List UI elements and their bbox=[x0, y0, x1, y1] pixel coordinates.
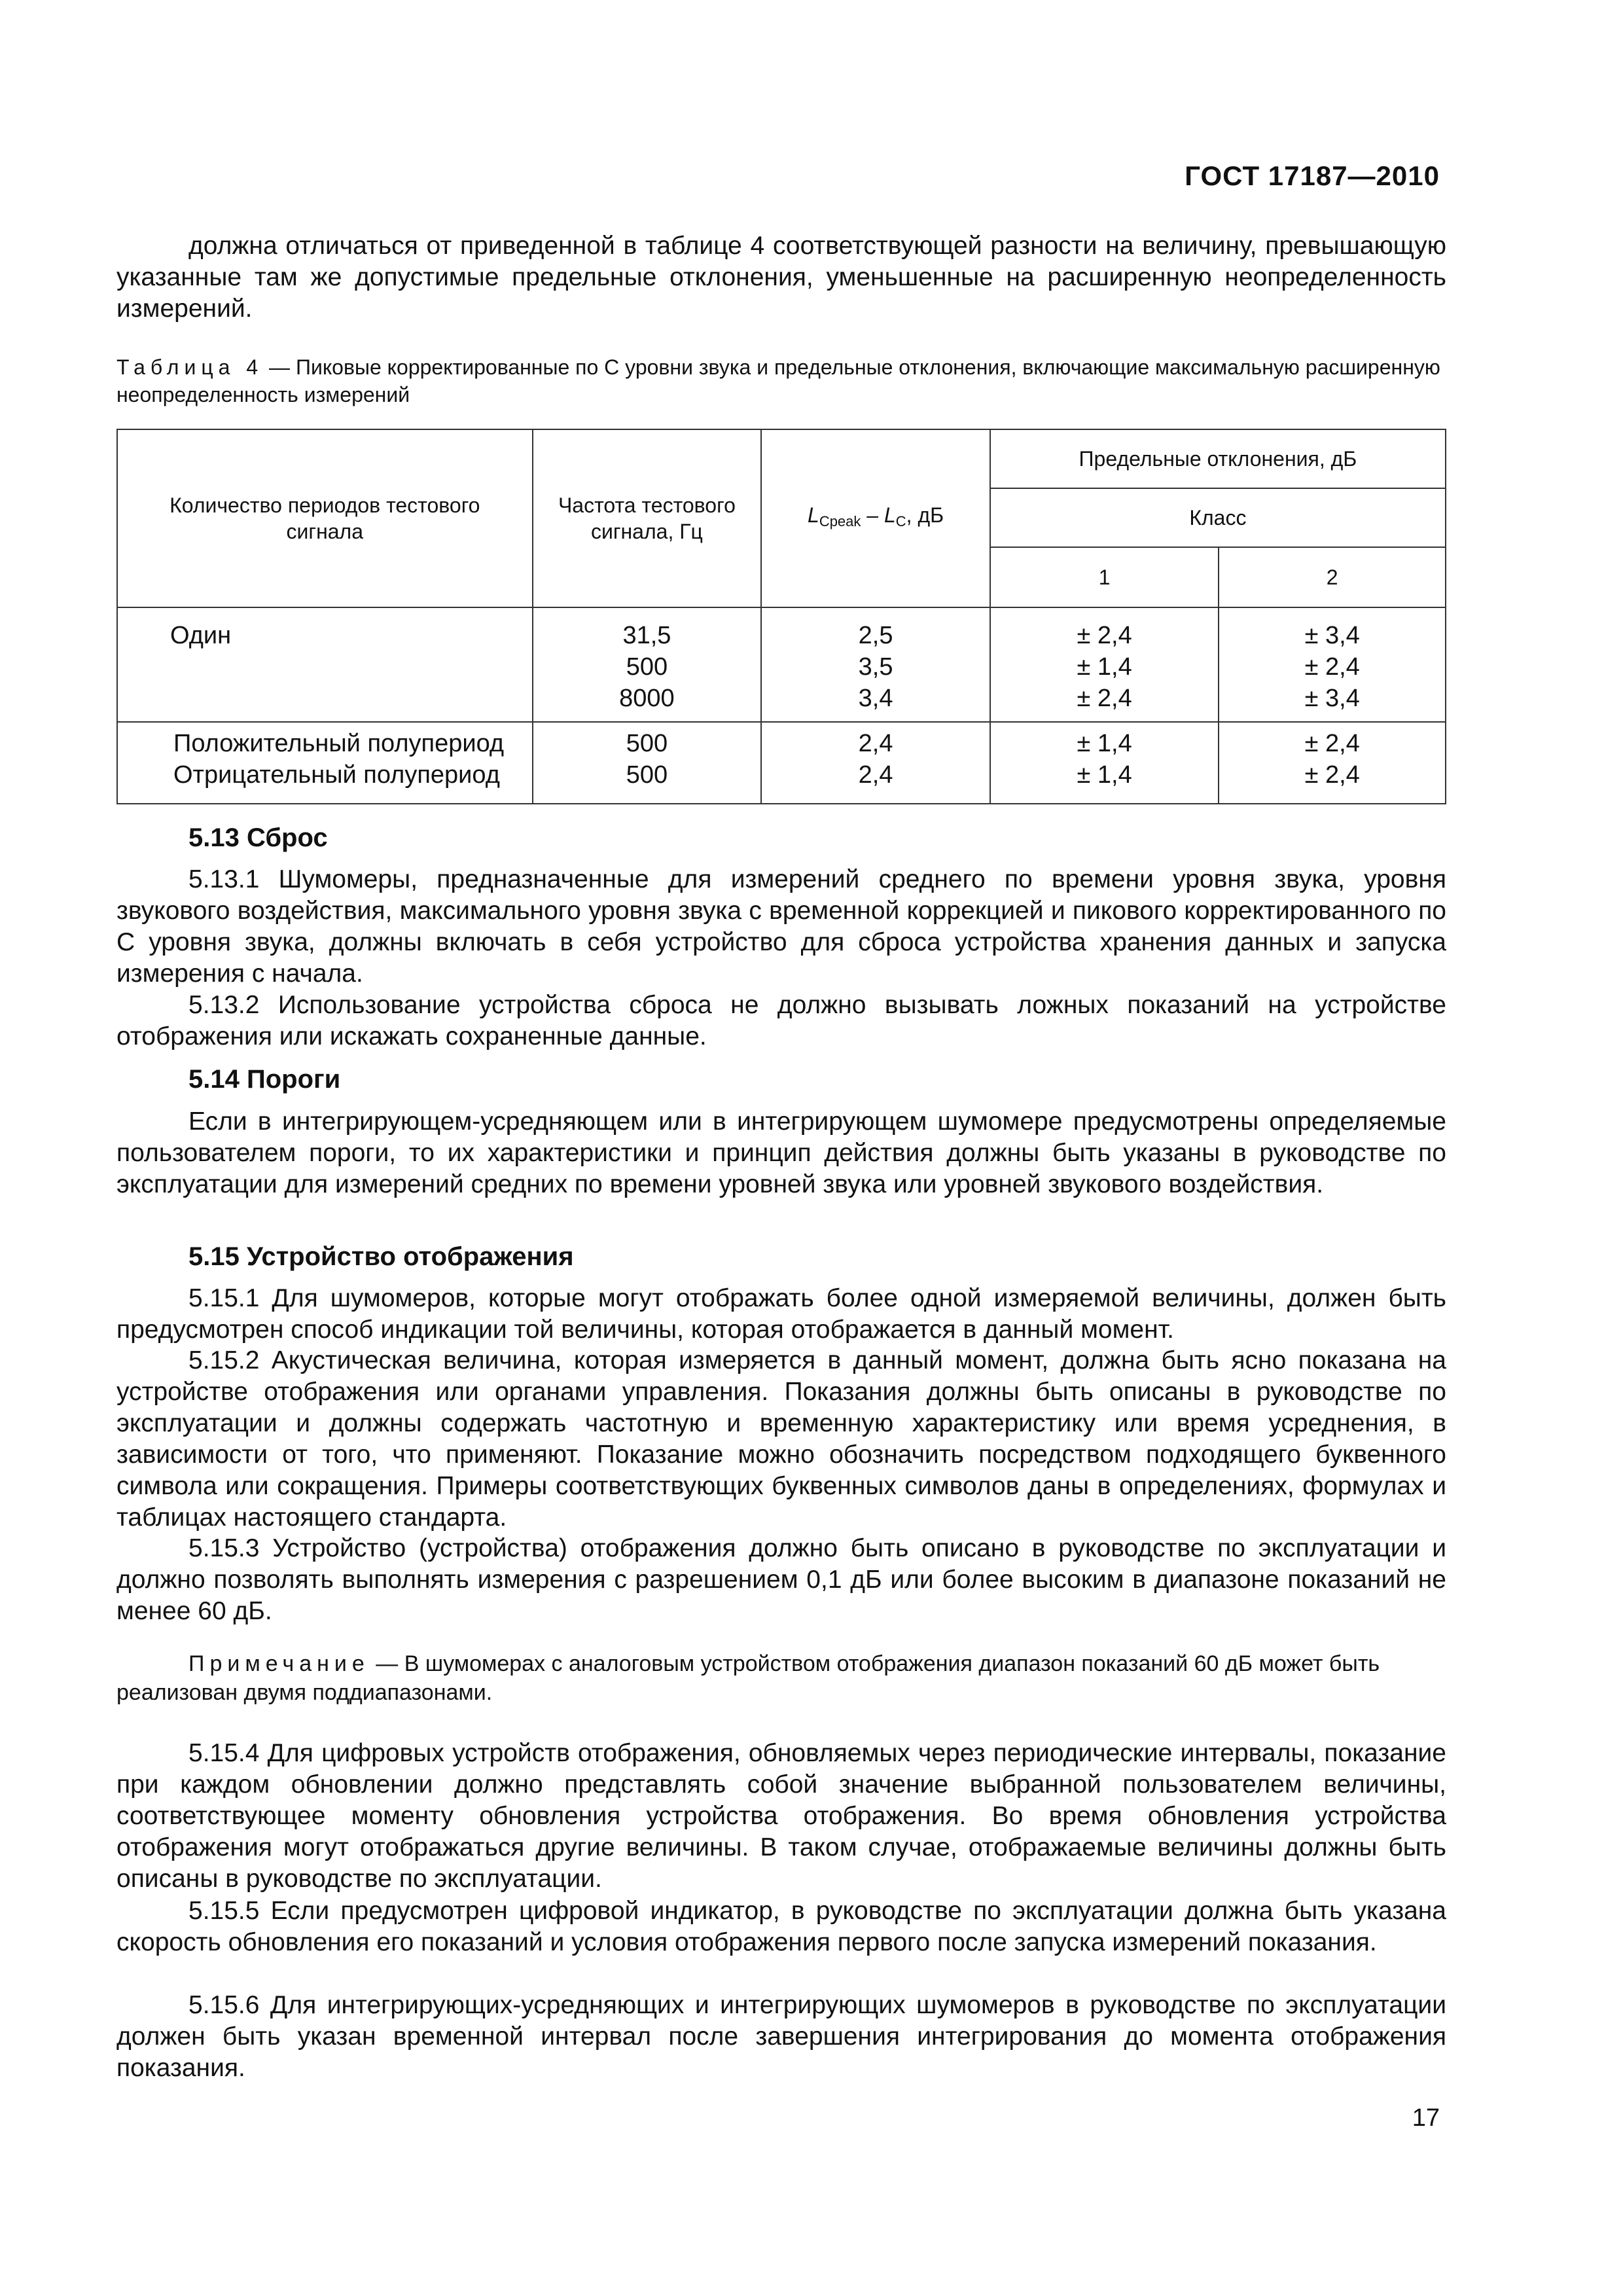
cell-value: ± 2,4 bbox=[1077, 622, 1132, 649]
cell-value: ± 3,4 bbox=[1304, 622, 1360, 649]
col-header-class-2: 2 bbox=[1219, 547, 1446, 607]
cell-value: ± 3,4 bbox=[1304, 685, 1360, 712]
lpeak-symbol: L bbox=[808, 503, 819, 527]
paragraph-5-15-6: 5.15.6 Для интегрирующих-усредняющих и интегрирующих шумомеров в руководстве по эксплуатации должен быть указан временной интервал после завершения интегрирования до момента отображения показания. bbox=[116, 1991, 1446, 2082]
table-row bbox=[117, 722, 1446, 804]
cell-value: 2,4 bbox=[858, 730, 893, 757]
cell-value: 500 bbox=[626, 761, 668, 789]
cell-value: 2,5 bbox=[858, 622, 893, 649]
col-header-frequency: Частота тестового сигнала, Гц bbox=[533, 429, 762, 607]
note-text: — В шумомерах с аналоговым устройством отображения диапазон показаний 60 дБ может быть реализован двумя поддиапазонами. bbox=[116, 1651, 1380, 1705]
paragraph-5-14: Если в интегрирующем-усредняющем или в интегрирующем шумомере предусмотрены определяемые пользователем пороги, то их характеристики и принцип действия должны быть указаны в руководстве по эксплуатации для измерений средних по времени уровней звука или уровней звукового воздействия. bbox=[116, 1107, 1446, 1198]
paragraph-5-15-2: 5.15.2 Акустическая величина, которая измеряется в данный момент, должна быть ясно показана на устройстве отображения или органами управления. Показания должны быть описаны в руководстве по эксплуатации и должны содержать частотную и временную характеристику или время усреднения, в зависимости от того, что применяют. Показание можно обозначить посредством подходящего буквенного символа или сокращения. Примеры соответствующих буквенных символов даны в определениях, формулах и таблицах настоящего стандарта. bbox=[116, 1346, 1446, 1532]
paragraph-5-13-2: 5.13.2 Использование устройства сброса не должно вызывать ложных показаний на устройстве отображения или искажать сохраненные данные. bbox=[116, 991, 1446, 1050]
table-caption-text: — Пиковые корректированные по C уровни звука и предельные отклонения, включающие максимальную расширенную неопределенность измерений bbox=[116, 355, 1440, 406]
col-header-periods: Количество периодов тестового сигнала bbox=[117, 429, 533, 607]
paragraph-5-15-4: 5.15.4 Для цифровых устройств отображения, обновляемых через периодические интервалы, показание при каждом обновлении должно представлять собой значение выбранной пользователем величины, соответствующее моменту обновления устройства отображения. Во время обновления устройства отображения могут отображаться другие величины. В таком случае, отображаемые величины должны быть описаны в руководстве по эксплуатации. bbox=[116, 1739, 1446, 1893]
col-header-deviation: Предельные отклонения, дБ bbox=[990, 429, 1446, 488]
cell-value: ± 2,4 bbox=[1304, 653, 1360, 681]
section-heading-5-14: 5.14 Пороги bbox=[188, 1065, 341, 1094]
cell-value: ± 2,4 bbox=[1304, 761, 1360, 789]
note bbox=[116, 1649, 1446, 1707]
table-row bbox=[117, 607, 1446, 722]
cell-value: Положительный полупериод bbox=[173, 730, 505, 757]
paragraph-5-15-5: 5.15.5 Если предусмотрен цифровой индикатор, в руководстве по эксплуатации должна быть указана скорость обновления его показаний и условия отображения первого после запуска измерений показания. bbox=[116, 1897, 1446, 1956]
section-heading-5-13: 5.13 Сброс bbox=[188, 823, 328, 852]
cell-value: 3,4 bbox=[858, 685, 893, 712]
intro-paragraph: должна отличаться от приведенной в таблице 4 соответствующей разности на величину, превышающую указанные там же допустимые предельные отклонения, уменьшенные на расширенную неопределенность измерений. bbox=[116, 232, 1446, 323]
cell-class-1 bbox=[990, 722, 1219, 804]
document-header: ГОСТ 17187—2010 bbox=[1185, 160, 1440, 191]
cell-frequency bbox=[533, 722, 762, 804]
paragraph-5-13-1: 5.13.1 Шумомеры, предназначенные для измерений среднего по времени уровня звука, уровня звукового воздействия, максимального уровня звука с временной коррекцией и пикового корректированного по C уровня звука, должны включать в себя устройство для сброса устройства хранения данных и запуска измерения с начала. bbox=[116, 865, 1446, 988]
cell-value: Отрицательный полупериод bbox=[173, 761, 500, 789]
cell-periods bbox=[117, 722, 533, 804]
section-heading-5-15: 5.15 Устройство отображения bbox=[188, 1242, 574, 1271]
paragraph-5-15-1: 5.15.1 Для шумомеров, которые могут отображать более одной измеряемой величины, должен быть предусмотрен способ индикации той величины, которая отображается в данный момент. bbox=[116, 1284, 1446, 1344]
cell-difference bbox=[761, 607, 990, 722]
cell-class-1 bbox=[990, 607, 1219, 722]
table-4 bbox=[116, 429, 1446, 804]
col-header-class-1: 1 bbox=[990, 547, 1219, 607]
cell-value: 31,5 bbox=[622, 622, 671, 649]
cell-periods: Один bbox=[117, 607, 533, 722]
lc-subscript: C bbox=[895, 513, 906, 529]
lpeak-minus: – L bbox=[861, 503, 896, 527]
cell-value: ± 1,4 bbox=[1077, 730, 1132, 757]
page-number: 17 bbox=[1412, 2104, 1440, 2132]
cell-value: ± 2,4 bbox=[1077, 685, 1132, 712]
col-header-lpeak bbox=[761, 429, 990, 607]
cell-value: ± 1,4 bbox=[1077, 653, 1132, 681]
cell-value: 8000 bbox=[619, 685, 675, 712]
cell-value: 500 bbox=[626, 730, 668, 757]
cell-value: 3,5 bbox=[858, 653, 893, 681]
cell-class-2 bbox=[1219, 722, 1446, 804]
cell-frequency bbox=[533, 607, 762, 722]
col-header-class: Класс bbox=[990, 488, 1446, 547]
cell-difference bbox=[761, 722, 990, 804]
cell-class-2 bbox=[1219, 607, 1446, 722]
table-caption bbox=[116, 353, 1446, 408]
note-label: Примечание bbox=[188, 1651, 370, 1676]
lpeak-unit: , дБ bbox=[906, 503, 944, 527]
cell-value: ± 1,4 bbox=[1077, 761, 1132, 789]
cell-value: ± 2,4 bbox=[1304, 730, 1360, 757]
cell-value: 2,4 bbox=[858, 761, 893, 789]
paragraph-5-15-3: 5.15.3 Устройство (устройства) отображения должно быть описано в руководстве по эксплуатации и должно позволять выполнять измерения с разрешением 0,1 дБ или более высоким в диапазоне показаний не менее 60 дБ. bbox=[116, 1534, 1446, 1625]
cell-value: 500 bbox=[626, 653, 668, 681]
lpeak-subscript: Cpeak bbox=[819, 513, 861, 529]
table-caption-label: Таблица 4 bbox=[116, 355, 264, 379]
